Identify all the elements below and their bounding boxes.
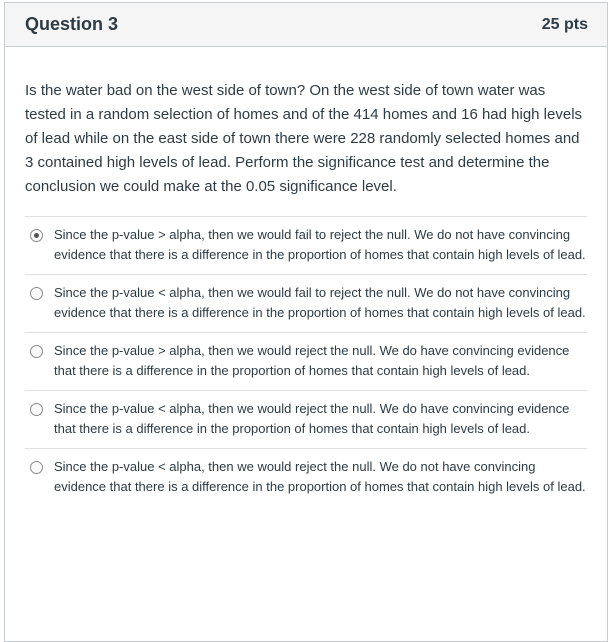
answer-label[interactable]: Since the p-value > alpha, then we would reject the null. We do have convincing evidence that there is a difference in the proportion of homes that contain high levels of lead. <box>54 343 570 378</box>
radio-button-icon[interactable] <box>30 345 43 358</box>
question-text: Is the water bad on the west side of town? On the west side of town water was tested in a random selection of homes and of the 414 homes and 16 had high levels of lead while on the east side of town there were 228 randomly selected homes and 3 contained high levels of lead. Perform the significance test and determine the conclusion we could make at the 0.05 significance level. <box>25 82 583 195</box>
answer-option[interactable] <box>25 275 587 333</box>
question-card <box>4 2 608 642</box>
question-points: 25 pts <box>541 15 588 33</box>
radio-button-icon[interactable] <box>30 461 43 474</box>
answer-label[interactable]: Since the p-value > alpha, then we would fail to reject the null. We do not have convincing evidence that there is a difference in the proportion of homes that contain high levels of lead. <box>54 227 586 262</box>
answer-label[interactable]: Since the p-value < alpha, then we would reject the null. We do have convincing evidence that there is a difference in the proportion of homes that contain high levels of lead. <box>54 401 570 436</box>
radio-button-icon[interactable] <box>30 403 43 416</box>
answer-label[interactable]: Since the p-value < alpha, then we would reject the null. We do not have convincing evidence that there is a difference in the proportion of homes that contain high levels of lead. <box>54 459 586 494</box>
answer-option[interactable] <box>25 333 587 391</box>
answer-option[interactable] <box>25 391 587 449</box>
answer-option[interactable] <box>25 217 587 275</box>
question-title: Question 3 <box>25 14 119 34</box>
answer-label[interactable]: Since the p-value < alpha, then we would fail to reject the null. We do not have convincing evidence that there is a difference in the proportion of homes that contain high levels of lead. <box>54 285 586 320</box>
answer-list <box>25 216 587 506</box>
radio-button-icon[interactable] <box>30 229 43 242</box>
question-header <box>5 3 607 47</box>
radio-button-icon[interactable] <box>30 287 43 300</box>
question-body <box>5 47 607 506</box>
answer-option[interactable] <box>25 449 587 506</box>
